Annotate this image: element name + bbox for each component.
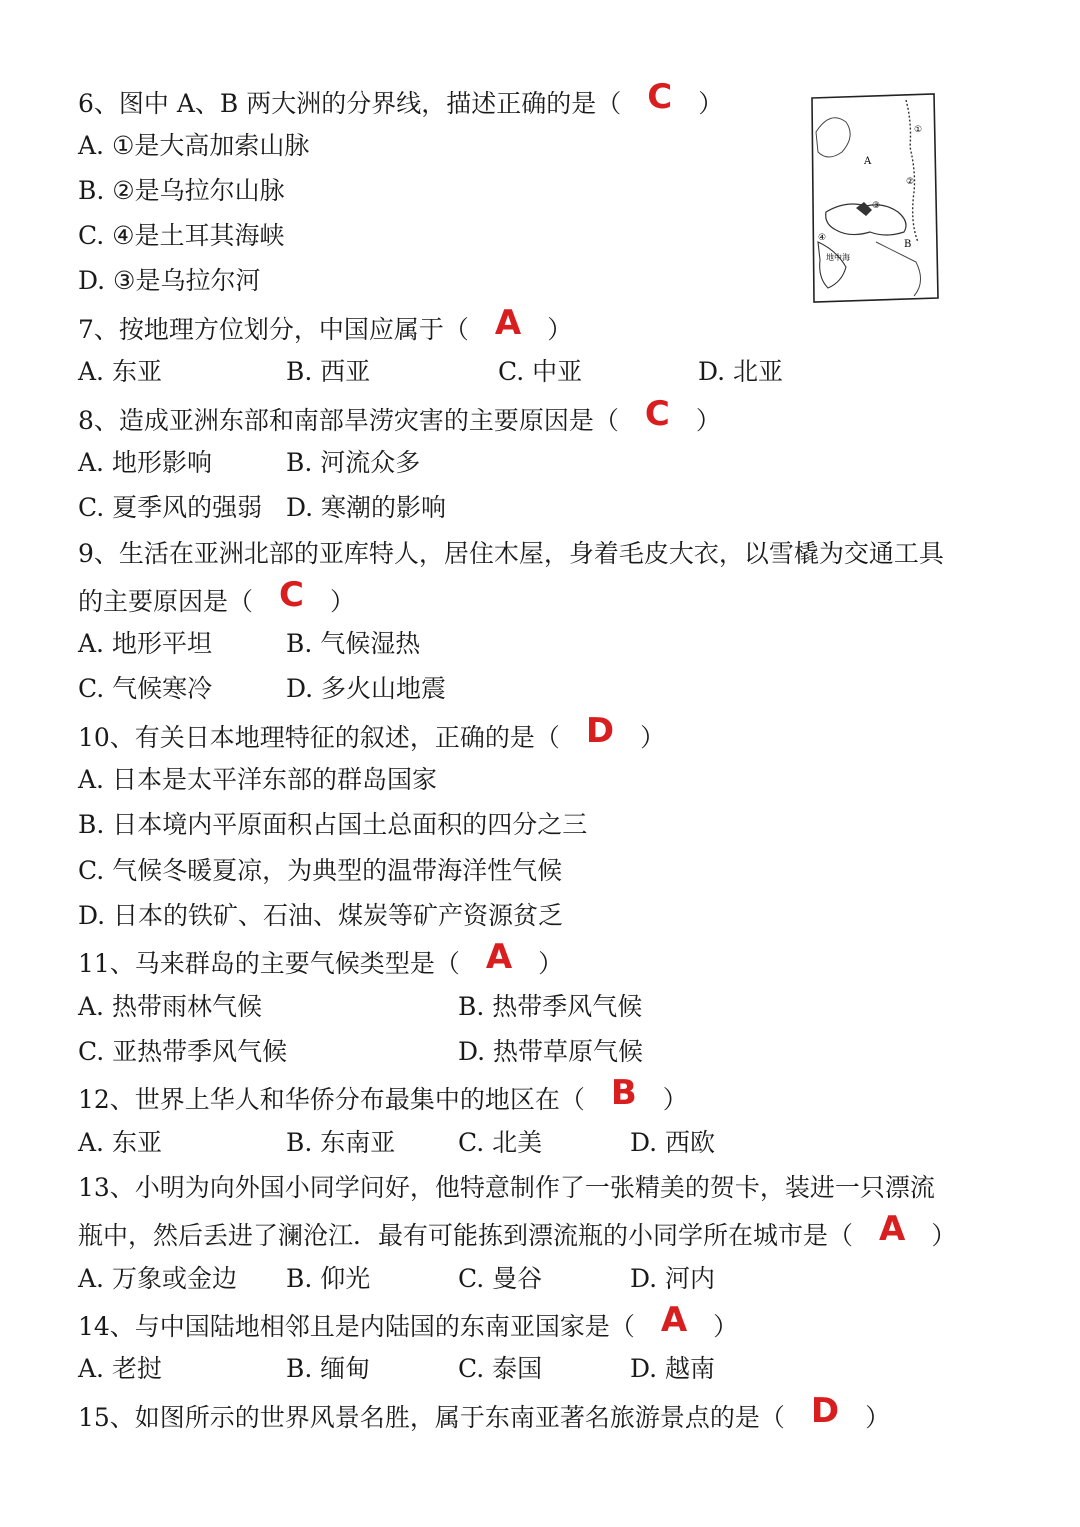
q9-stem-line1: 9、生活在亚洲北部的亚库特人，居住木屋，身着毛皮大衣，以雪橇为交通工具 xyxy=(78,539,944,568)
q13-option-c: C. 曼谷 xyxy=(458,1264,543,1293)
q7-answer: A xyxy=(494,303,522,343)
q14-stem: 14、与中国陆地相邻且是内陆国的东南亚国家是（ A ） xyxy=(78,1300,739,1341)
q13-option-b: B. 仰光 xyxy=(286,1264,371,1293)
map-label-3: ③ xyxy=(872,201,881,211)
q8-option-c: C. 夏季风的强弱 xyxy=(78,493,263,522)
q6-stem: 6、图中 A、B 两大洲的分界线，描述正确的是（ C ） xyxy=(78,77,724,118)
q11-option-b: B. 热带季风气候 xyxy=(458,992,643,1021)
q9-stem-line2: 的主要原因是（ C ） xyxy=(78,575,355,616)
q14-option-c: C. 泰国 xyxy=(458,1354,543,1383)
q6-answer: C xyxy=(647,77,673,117)
q9-option-a: A. 地形平坦 xyxy=(78,629,212,658)
q9-option-b: B. 气候湿热 xyxy=(286,629,421,658)
q14-option-a: A. 老挝 xyxy=(78,1354,162,1383)
q10-stem: 10、有关日本地理特征的叙述，正确的是（ D ） xyxy=(78,711,666,752)
q14-option-b: B. 缅甸 xyxy=(286,1354,371,1383)
q8-option-a: A. 地形影响 xyxy=(78,448,212,477)
q13-stem-line1: 13、小明为向外国小同学问好，他特意制作了一张精美的贺卡，装进一只漂流 xyxy=(78,1173,935,1202)
q7-option-c: C. 中亚 xyxy=(498,357,583,386)
q15-answer: D xyxy=(810,1391,840,1431)
q10-option-d: D. 日本的铁矿、石油、煤炭等矿产资源贫乏 xyxy=(78,901,564,930)
map-label-a: A xyxy=(864,156,872,167)
q12-option-a: A. 东亚 xyxy=(78,1128,162,1157)
map-label-2: ② xyxy=(906,177,915,187)
q8-answer: C xyxy=(644,394,670,434)
q12-option-b: B. 东南亚 xyxy=(286,1128,396,1157)
q7-stem: 7、按地理方位划分，中国应属于（ A ） xyxy=(78,303,573,344)
q6-option-d: D. ③是乌拉尔河 xyxy=(78,266,261,295)
q12-option-c: C. 北美 xyxy=(458,1128,543,1157)
q12-stem: 12、世界上华人和华侨分布最集中的地区在（ B ） xyxy=(78,1073,688,1114)
q6-option-b: B. ②是乌拉尔山脉 xyxy=(78,176,285,205)
q11-stem: 11、马来群岛的主要气候类型是（ A ） xyxy=(78,937,564,978)
map-label-sea: 地中海 xyxy=(826,253,850,262)
q10-answer: D xyxy=(585,711,615,751)
q11-option-a: A. 热带雨林气候 xyxy=(78,992,262,1021)
q9-answer: C xyxy=(279,575,304,615)
q13-answer: A xyxy=(879,1209,906,1249)
q7-option-b: B. 西亚 xyxy=(286,357,371,386)
q11-option-d: D. 热带草原气候 xyxy=(458,1037,644,1066)
q9-option-d: D. 多火山地震 xyxy=(286,674,447,703)
q10-option-a: A. 日本是太平洋东部的群岛国家 xyxy=(78,765,437,794)
q7-option-a: A. 东亚 xyxy=(78,357,162,386)
q11-option-c: C. 亚热带季风气候 xyxy=(78,1037,288,1066)
q10-option-b: B. 日本境内平原面积占国土总面积的四分之三 xyxy=(78,810,588,839)
q13-option-a: A. 万象或金边 xyxy=(78,1264,237,1293)
map-figure xyxy=(806,92,940,304)
q11-answer: A xyxy=(485,937,513,977)
q13-option-d: D. 河内 xyxy=(630,1264,716,1293)
q8-stem: 8、造成亚洲东部和南部旱涝灾害的主要原因是（ C ） xyxy=(78,394,721,435)
q14-option-d: D. 越南 xyxy=(630,1354,716,1383)
asia-europe-map xyxy=(806,92,940,304)
q9-option-c: C. 气候寒冷 xyxy=(78,674,213,703)
q6-option-a: A. ①是大高加索山脉 xyxy=(78,131,310,160)
q12-answer: B xyxy=(610,1073,637,1113)
q13-stem-line2: 瓶中，然后丢进了澜沧江．最有可能拣到漂流瓶的小同学所在城市是（ A ） xyxy=(78,1209,957,1250)
map-label-4: ④ xyxy=(818,233,827,243)
q14-answer: A xyxy=(660,1300,688,1340)
q12-option-d: D. 西欧 xyxy=(630,1128,716,1157)
map-label-b: B xyxy=(904,239,912,250)
q7-option-d: D. 北亚 xyxy=(698,357,784,386)
map-label-1: ① xyxy=(914,125,923,135)
q10-option-c: C. 气候冬暖夏凉，为典型的温带海洋性气候 xyxy=(78,856,563,885)
q8-option-d: D. 寒潮的影响 xyxy=(286,493,447,522)
q6-option-c: C. ④是土耳其海峡 xyxy=(78,221,285,250)
q8-option-b: B. 河流众多 xyxy=(286,448,421,477)
q15-stem: 15、如图所示的世界风景名胜，属于东南亚著名旅游景点的是（ D ） xyxy=(78,1391,891,1432)
